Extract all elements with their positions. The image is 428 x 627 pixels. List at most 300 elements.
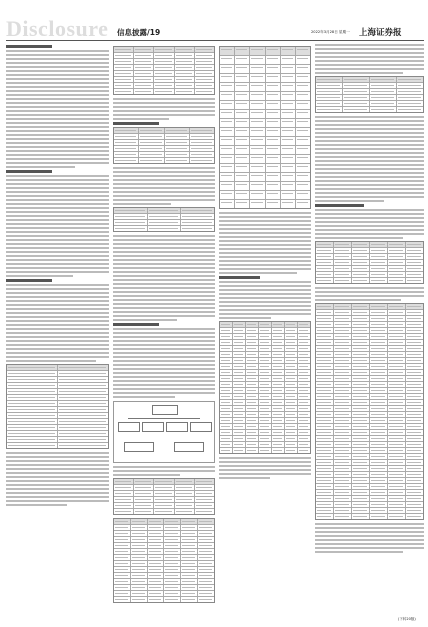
table-cell: [114, 479, 134, 484]
table-cell: [148, 591, 165, 596]
text-line: [315, 56, 424, 58]
table-cell: [406, 406, 423, 411]
table-cell: [235, 155, 250, 163]
table-cell: [266, 47, 281, 55]
text-line: [315, 148, 424, 150]
table-cell: [370, 424, 388, 429]
table-cell: [334, 514, 352, 519]
table-cell: [259, 352, 272, 357]
table-cell: [334, 364, 352, 369]
table-cell: [139, 158, 164, 163]
text-line: [6, 199, 109, 201]
table-cell: [266, 137, 281, 145]
table-cell: [134, 491, 154, 496]
table-cell: [316, 394, 334, 399]
table-cell: [58, 371, 108, 376]
table-cell: [388, 430, 406, 435]
table-cell: [250, 173, 265, 181]
table-cell: [296, 164, 310, 172]
table-cell: [165, 152, 190, 157]
table-cell: [298, 418, 310, 423]
table-cell: [316, 328, 334, 333]
table-cell: [352, 418, 370, 423]
table-cell: [298, 340, 310, 345]
table-cell: [397, 107, 423, 112]
table-cell: [316, 101, 343, 106]
table-cell: [406, 514, 423, 519]
table-cell: [139, 152, 164, 157]
table-cell: [58, 407, 108, 412]
table-cell: [334, 254, 352, 259]
table-cell: [370, 316, 388, 321]
text-line: [315, 237, 403, 239]
table-cell: [114, 208, 148, 213]
table-cell: [154, 491, 174, 496]
table-cell: [220, 364, 233, 369]
table-cell: [296, 65, 310, 73]
text-line: [219, 228, 311, 230]
text-line: [6, 468, 109, 470]
table-cell: [370, 442, 388, 447]
table-cell: [195, 503, 214, 508]
table-cell: [246, 322, 259, 327]
table-cell: [370, 430, 388, 435]
table-cell: [296, 92, 310, 100]
text-line: [6, 162, 109, 164]
table-row: [220, 448, 310, 453]
table-cell: [148, 555, 165, 560]
table-cell: [352, 454, 370, 459]
table-cell: [164, 567, 181, 572]
text-line: [219, 289, 311, 291]
table-cell: [148, 525, 165, 530]
table-cell: [272, 406, 285, 411]
table-cell: [352, 242, 370, 247]
table-cell: [285, 424, 298, 429]
table-cell: [246, 364, 259, 369]
table-cell: [190, 152, 214, 157]
table-cell: [397, 101, 423, 106]
table-cell: [281, 128, 296, 136]
table-cell: [352, 328, 370, 333]
table-cell: [114, 509, 134, 514]
table-cell: [388, 352, 406, 357]
table-cell: [370, 107, 397, 112]
text-line: [315, 176, 424, 178]
table-cell: [233, 328, 246, 333]
table-cell: [114, 47, 134, 52]
text-line: [315, 233, 424, 235]
table-cell: [233, 352, 246, 357]
text-line: [219, 313, 311, 315]
table-cell: [316, 382, 334, 387]
table-cell: [334, 382, 352, 387]
table-cell: [220, 191, 235, 199]
table-cell: [406, 358, 423, 363]
table-cell: [352, 358, 370, 363]
table-cell: [134, 479, 154, 484]
table-cell: [296, 182, 310, 190]
table-cell: [220, 352, 233, 357]
table-cell: [388, 406, 406, 411]
text-line: [113, 396, 175, 398]
text-line: [113, 299, 215, 301]
table-row: [114, 509, 214, 514]
text-line: [113, 380, 215, 382]
table-cell: [285, 412, 298, 417]
table-cell: [175, 497, 195, 502]
table-cell: [7, 377, 58, 382]
table-cell: [334, 424, 352, 429]
table-cell: [235, 191, 250, 199]
table-cell: [250, 182, 265, 190]
table-cell: [388, 502, 406, 507]
text-line: [6, 464, 109, 466]
table-cell: [250, 83, 265, 91]
table-cell: [220, 92, 235, 100]
table-cell: [233, 412, 246, 417]
table-cell: [285, 346, 298, 351]
text-line: [315, 128, 424, 130]
table-cell: [388, 310, 406, 315]
table-cell: [220, 47, 235, 55]
table-cell: [334, 454, 352, 459]
table-cell: [370, 346, 388, 351]
table-cell: [114, 83, 134, 88]
table-cell: [165, 146, 190, 151]
text-line: [315, 217, 424, 219]
table-cell: [316, 340, 334, 345]
table-cell: [198, 561, 214, 566]
table-cell: [406, 472, 423, 477]
text-line: [315, 140, 424, 142]
table-cell: [154, 509, 174, 514]
table-cell: [281, 173, 296, 181]
text-line: [113, 263, 215, 265]
table-cell: [148, 220, 182, 225]
table-cell: [406, 442, 423, 447]
table-cell: [233, 442, 246, 447]
table-cell: [406, 454, 423, 459]
table-cell: [220, 436, 233, 441]
table-cell: [246, 442, 259, 447]
table-cell: [334, 266, 352, 271]
table-cell: [316, 316, 334, 321]
text-line: [315, 120, 424, 122]
text-line: [113, 368, 215, 370]
table-cell: [134, 59, 154, 64]
table-cell: [7, 365, 58, 370]
table-cell: [272, 412, 285, 417]
table-cell: [370, 364, 388, 369]
table-cell: [370, 101, 397, 106]
table-cell: [352, 364, 370, 369]
text-line: [315, 160, 424, 162]
newspaper-name: 上海证券报: [359, 28, 402, 38]
text-line: [315, 184, 424, 186]
text-line: [219, 260, 311, 262]
table-cell: [246, 388, 259, 393]
text-line: [113, 376, 215, 378]
table-cell: [285, 352, 298, 357]
table-cell: [195, 77, 214, 82]
text-line: [315, 124, 424, 126]
table-cell: [198, 555, 214, 560]
table-cell: [298, 448, 310, 453]
table-cell: [298, 412, 310, 417]
text-line: [219, 469, 311, 471]
table-cell: [406, 484, 423, 489]
table-cell: [259, 448, 272, 453]
table-cell: [259, 388, 272, 393]
table-cell: [220, 394, 233, 399]
table-cell: [220, 182, 235, 190]
table-cell: [131, 525, 148, 530]
table-cell: [296, 137, 310, 145]
table-cell: [154, 77, 174, 82]
table-cell: [316, 272, 334, 277]
table-cell: [7, 425, 58, 430]
table-cell: [298, 346, 310, 351]
table-cell: [131, 591, 148, 596]
table-cell: [334, 442, 352, 447]
table-cell: [334, 358, 352, 363]
table-row: [316, 514, 423, 519]
table-row: [220, 164, 310, 173]
table-cell: [285, 400, 298, 405]
table-cell: [388, 472, 406, 477]
table-cell: [220, 322, 233, 327]
text-line: [315, 221, 424, 223]
text-line: [6, 138, 109, 140]
text-line: [6, 332, 109, 334]
table-cell: [7, 443, 58, 448]
table-cell: [316, 260, 334, 265]
table-cell: [259, 328, 272, 333]
table-cell: [259, 400, 272, 405]
table-cell: [352, 442, 370, 447]
table-cell: [285, 382, 298, 387]
table-cell: [259, 370, 272, 375]
text-line: [113, 336, 215, 338]
text-line: [6, 166, 75, 168]
text-line: [113, 303, 215, 305]
table-cell: [334, 448, 352, 453]
table-cell: [334, 346, 352, 351]
section-heading: [6, 45, 52, 48]
table-cell: [164, 555, 181, 560]
table-cell: [316, 352, 334, 357]
table-cell: [181, 525, 198, 530]
table-cell: [316, 424, 334, 429]
text-line: [6, 175, 109, 177]
table-cell: [181, 579, 198, 584]
table-cell: [370, 418, 388, 423]
table-row: [220, 155, 310, 164]
table-row: [316, 107, 423, 112]
table-cell: [131, 579, 148, 584]
table-cell: [235, 92, 250, 100]
table-cell: [181, 543, 198, 548]
text-line: [315, 196, 424, 198]
table-cell: [296, 74, 310, 82]
text-line: [315, 72, 403, 74]
text-line: [6, 219, 109, 221]
table-cell: [266, 128, 281, 136]
text-line: [315, 180, 424, 182]
text-line: [315, 132, 424, 134]
table-cell: [190, 128, 214, 133]
text-line: [219, 461, 311, 463]
table-cell: [316, 400, 334, 405]
table-cell: [235, 200, 250, 208]
table-cell: [7, 383, 58, 388]
table-cell: [334, 328, 352, 333]
text-line: [6, 239, 109, 241]
table-cell: [352, 310, 370, 315]
table-cell: [281, 92, 296, 100]
table-cell: [370, 260, 388, 265]
table-cell: [352, 466, 370, 471]
text-line: [6, 207, 109, 209]
table-cell: [131, 537, 148, 542]
text-line: [219, 477, 270, 479]
table-cell: [388, 490, 406, 495]
table-cell: [220, 146, 235, 154]
table-cell: [316, 442, 334, 447]
text-line: [6, 348, 109, 350]
table-cell: [250, 191, 265, 199]
table-cell: [195, 479, 214, 484]
table-cell: [233, 340, 246, 345]
table-cell: [388, 514, 406, 519]
org-chart-node: [124, 442, 154, 452]
table-cell: [388, 272, 406, 277]
table-cell: [235, 128, 250, 136]
table-cell: [259, 424, 272, 429]
table-cell: [164, 597, 181, 602]
table-cell: [154, 89, 174, 94]
text-line: [6, 235, 109, 237]
text-line: [113, 332, 215, 334]
text-line: [113, 183, 215, 185]
table-cell: [316, 448, 334, 453]
table-cell: [370, 304, 388, 309]
text-line: [219, 220, 311, 222]
table-cell: [198, 579, 214, 584]
table-cell: [266, 65, 281, 73]
table-cell: [114, 152, 139, 157]
table-cell: [370, 77, 397, 82]
table-cell: [114, 525, 131, 530]
table-cell: [352, 448, 370, 453]
text-line: [315, 52, 424, 54]
table-cell: [233, 418, 246, 423]
text-line: [113, 179, 215, 181]
table-cell: [148, 573, 165, 578]
table-cell: [406, 388, 423, 393]
table-cell: [334, 430, 352, 435]
table-cell: [272, 334, 285, 339]
text-line: [315, 164, 424, 166]
table-cell: [131, 585, 148, 590]
table-cell: [266, 101, 281, 109]
table-cell: [148, 561, 165, 566]
table-cell: [164, 525, 181, 530]
table-cell: [233, 322, 246, 327]
issue-date: 2022年3月28日 星期一: [311, 30, 350, 34]
table-cell: [388, 346, 406, 351]
table-cell: [334, 370, 352, 375]
table-cell: [233, 406, 246, 411]
table-row: [220, 146, 310, 155]
table-cell: [220, 128, 235, 136]
table-cell: [285, 430, 298, 435]
table-cell: [220, 370, 233, 375]
table-cell: [181, 567, 198, 572]
table-cell: [352, 394, 370, 399]
table-cell: [285, 340, 298, 345]
text-line: [315, 209, 424, 211]
table-cell: [316, 376, 334, 381]
column-3: [219, 44, 311, 616]
table-cell: [316, 107, 343, 112]
text-line: [315, 291, 424, 293]
table-cell: [195, 59, 214, 64]
text-line: [113, 239, 215, 241]
table-cell: [246, 358, 259, 363]
data-table: [315, 76, 424, 113]
table-cell: [250, 110, 265, 118]
table-cell: [370, 388, 388, 393]
table-cell: [388, 478, 406, 483]
table-cell: [298, 406, 310, 411]
text-line: [113, 118, 169, 120]
text-line: [113, 291, 215, 293]
text-line: [6, 223, 109, 225]
table-cell: [259, 322, 272, 327]
table-cell: [233, 358, 246, 363]
table-cell: [281, 47, 296, 55]
table-cell: [316, 454, 334, 459]
table-cell: [370, 472, 388, 477]
table-cell: [114, 491, 134, 496]
table-cell: [198, 549, 214, 554]
text-line: [219, 297, 311, 299]
table-cell: [259, 406, 272, 411]
table-cell: [406, 322, 423, 327]
text-line: [6, 118, 109, 120]
table-cell: [343, 77, 370, 82]
table-cell: [334, 412, 352, 417]
table-cell: [334, 394, 352, 399]
table-cell: [220, 400, 233, 405]
table-cell: [388, 424, 406, 429]
text-line: [113, 474, 180, 476]
table-cell: [281, 119, 296, 127]
table-cell: [58, 389, 108, 394]
table-cell: [250, 128, 265, 136]
table-cell: [114, 140, 139, 145]
table-cell: [316, 508, 334, 513]
text-line: [6, 142, 109, 144]
table-row: [114, 226, 214, 231]
text-line: [6, 492, 109, 494]
table-cell: [334, 376, 352, 381]
table-cell: [246, 418, 259, 423]
table-cell: [114, 597, 131, 602]
text-line: [6, 154, 109, 156]
